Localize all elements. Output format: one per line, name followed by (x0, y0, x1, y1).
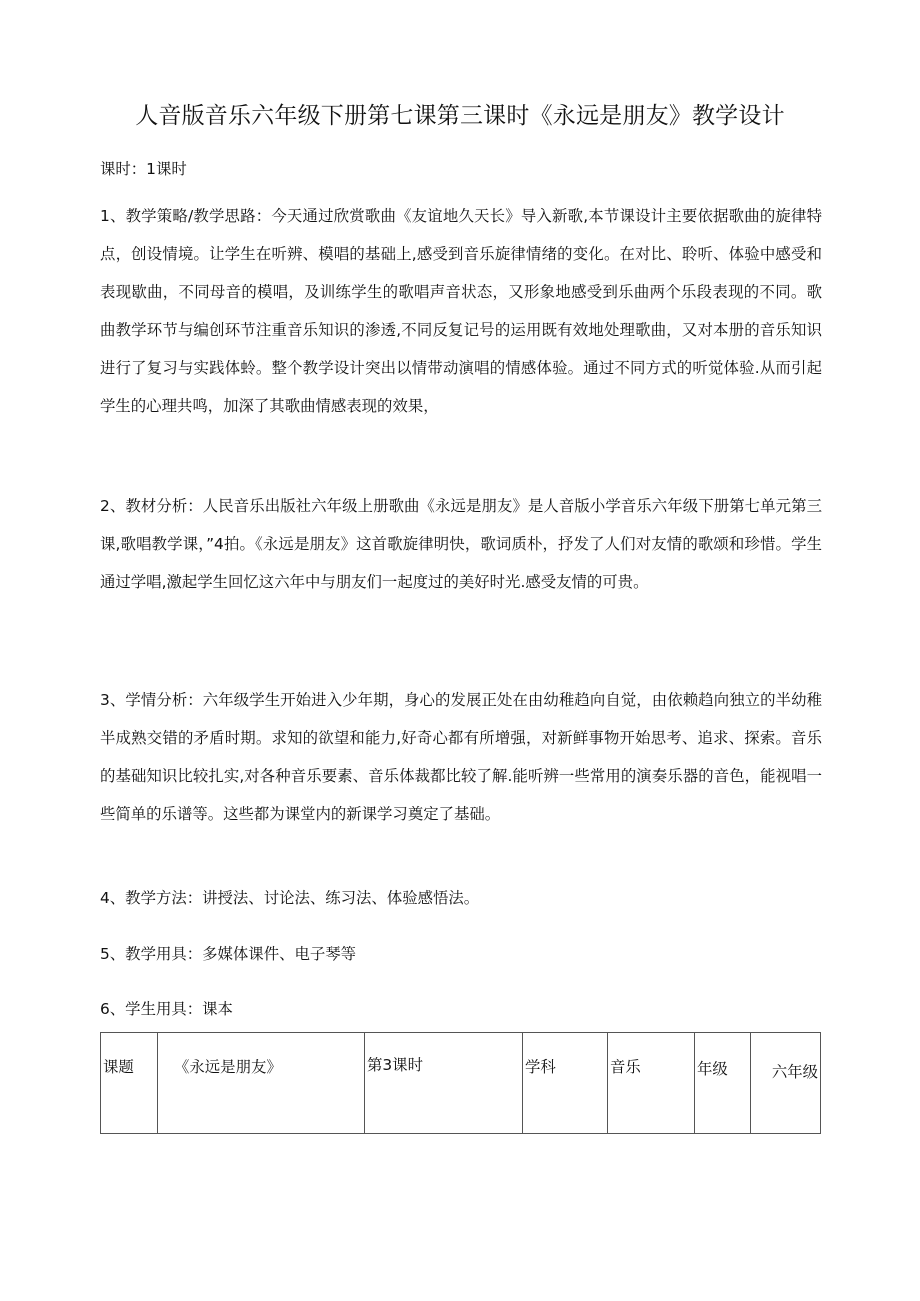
topic-value: 《永远是朋友》 (174, 1058, 282, 1076)
subject-label: 学科 (525, 1058, 556, 1076)
section-teaching-tools: 5、教学用具：多媒体课件、电子琴等 (100, 945, 357, 963)
grade-label-cell (695, 1033, 751, 1134)
section-teaching-strategy-text: 1、教学策略/教学思路：今天通过欣赏歌曲《友谊地久天长》导入新歌,本节课设计主要依据歌曲的旋律特点，创设情境。让学生在听辨、模唱的基础上,感受到音乐旋律情绪的变化。在对比、聆听、体验中感受和表现歇曲，不同母音的模唱，及训练学生的歌唱声音状态，又形象地感受到乐曲两个乐段表现的不同。歌曲教学环节与编创环节注重音乐知识的渗透,不同反复记号的运用既有效地处理歌曲，又对本册的音乐知识进行了复习与实践体蛉。整个教学设计突出以情带动演唱的情感体验。通过不同方式的听觉体验.从而引起学生的心理共鸣，加深了其歌曲情感表现的效果， (100, 207, 822, 415)
grade-value: 六年级 (771, 1063, 818, 1081)
document-title: 人音版音乐六年级下册第七课第三课时《永远是朋友》教学设计 (135, 103, 785, 129)
grade-label: 年级 (697, 1060, 728, 1078)
section-student-tools: 6、学生用具：课本 (100, 1000, 233, 1018)
section-teaching-methods: 4、教学方法：讲授法、讨论法、练习法、体验感悟法。 (100, 889, 480, 907)
section-student-analysis (100, 681, 822, 833)
section-student-analysis-text: 3、学情分析：六年级学生开始进入少年期，身心的发展正处在由幼稚趋向自觉，由依赖趋向独立的半幼稚半成熟交错的矛盾时期。求知的欲望和能力,好奇心都有所增强，对新鲜事物开始思考、追求、探索。音乐的基础知识比较扎实,对各种音乐要素、音乐体裁都比较了解.能听辨一些常用的演奏乐器的音色，能视唱一些简单的乐谱等。这些都为课堂内的新课学习奠定了基础。 (100, 691, 822, 823)
section-material-analysis (100, 487, 822, 601)
section-teaching-strategy (100, 197, 822, 425)
topic-label-cell (101, 1033, 158, 1134)
lesson-info-table (100, 1032, 821, 1134)
section-material-analysis-text: 2、教材分析：人民音乐出版社六年级上册歌曲《永远是朋友》是人音版小学音乐六年级下册第七单元第三课,歌唱教学课，”4拍。《永远是朋友》这首歌旋律明快，歌词质朴，抒发了人们对友情的歌颂和珍惜。学生通过学唱,激起学生回忆这六年中与朋友们一起度过的美好时光.感受友情的可贵。 (100, 497, 822, 591)
table-row (101, 1033, 821, 1134)
topic-value-cell (158, 1033, 365, 1134)
subject-value-cell (608, 1033, 695, 1134)
period-cell (365, 1033, 523, 1134)
period-value: 第3课时 (367, 1056, 423, 1074)
topic-label: 课题 (103, 1058, 134, 1076)
subject-value: 音乐 (610, 1058, 641, 1076)
class-hours-line: 课时：1课时 (100, 160, 187, 178)
subject-label-cell (523, 1033, 608, 1134)
grade-value-cell (751, 1033, 821, 1134)
